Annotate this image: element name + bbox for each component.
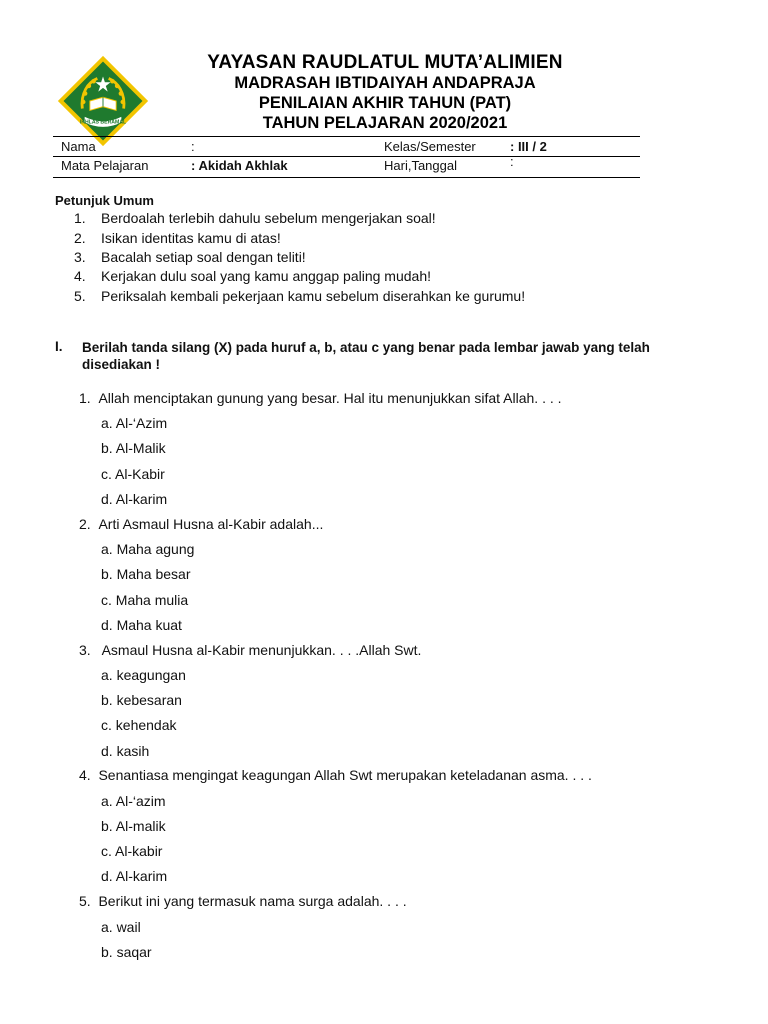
option-item: c. kehendak bbox=[101, 717, 177, 733]
general-instructions-title: Petunjuk Umum bbox=[55, 193, 154, 208]
section-instruction: Berilah tanda silang (X) pada huruf a, b, atau c yang benar pada lembar jawab yang telah disediakan ! bbox=[82, 340, 650, 372]
option-item: d. Al-karim bbox=[101, 868, 168, 884]
option-item: c. Al-Kabir bbox=[101, 466, 165, 482]
list-item: 4. Kerjakan dulu soal yang kamu anggap paling mudah! bbox=[74, 268, 432, 284]
question-1: 1. Allah menciptakan gunung yang besar. Hal itu menunjukkan sifat Allah. . . . bbox=[79, 390, 562, 406]
option-item: b. kebesaran bbox=[101, 692, 182, 708]
option-item: a. keagungan bbox=[101, 667, 186, 683]
question-5: 5. Berikut ini yang termasuk nama surga adalah. . . . bbox=[79, 893, 407, 909]
list-item: 3. Bacalah setiap soal dengan teliti! bbox=[74, 249, 306, 265]
option-item: c. Al-kabir bbox=[101, 843, 163, 859]
school-year: TAHUN PELAJARAN 2020/2021 bbox=[262, 114, 508, 132]
day-date-label: Hari,Tanggal bbox=[384, 158, 457, 173]
day-date-value: : bbox=[510, 154, 514, 169]
class-semester-label: Kelas/Semester bbox=[384, 139, 476, 154]
option-item: b. Al-Malik bbox=[101, 440, 166, 456]
exam-name: PENILAIAN AKHIR TAHUN (PAT) bbox=[258, 94, 512, 112]
list-item: 1. Berdoalah terlebih dahulu sebelum mengerjakan soal! bbox=[74, 210, 436, 226]
subject-label: Mata Pelajaran bbox=[61, 158, 149, 173]
option-item: d. kasih bbox=[101, 743, 150, 759]
list-item: 2. Isikan identitas kamu di atas! bbox=[74, 230, 281, 246]
option-item: c. Maha mulia bbox=[101, 592, 189, 608]
question-4: 4. Senantiasa mengingat keagungan Allah Swt merupakan keteladanan asma. . . . bbox=[79, 767, 592, 783]
name-value: : bbox=[191, 139, 195, 154]
option-item: a. Maha agung bbox=[101, 541, 195, 557]
option-item: b. Maha besar bbox=[101, 566, 191, 582]
school-name: MADRASAH IBTIDAIYAH ANDAPRAJA bbox=[234, 74, 536, 92]
name-label: Nama bbox=[61, 139, 96, 154]
option-item: a. wail bbox=[101, 919, 141, 935]
option-item: d. Maha kuat bbox=[101, 617, 182, 633]
option-item: d. Al-karim bbox=[101, 491, 168, 507]
subject-value: : Akidah Akhlak bbox=[191, 158, 288, 173]
student-identity-table bbox=[53, 136, 640, 178]
option-item: a. Al-‘azim bbox=[101, 793, 166, 809]
question-2: 2. Arti Asmaul Husna al-Kabir adalah... bbox=[79, 516, 324, 532]
table-divider bbox=[53, 156, 640, 157]
section-number: I. bbox=[55, 339, 63, 354]
foundation-title: YAYASAN RAUDLATUL MUTA’ALIMIEN bbox=[207, 52, 563, 73]
option-item: b. saqar bbox=[101, 944, 152, 960]
list-item: 5. Periksalah kembali pekerjaan kamu sebelum diserahkan ke gurumu! bbox=[74, 288, 526, 304]
school-emblem-logo bbox=[56, 54, 150, 148]
option-item: b. Al-malik bbox=[101, 818, 166, 834]
logo-ribbon-text: IKHLAS BERAMAL bbox=[79, 119, 127, 126]
option-item: a. Al-‘Azim bbox=[101, 415, 168, 431]
class-semester-value: : III / 2 bbox=[510, 139, 547, 154]
question-3: 3. Asmaul Husna al-Kabir menunjukkan. . . .Allah Swt. bbox=[79, 642, 422, 658]
